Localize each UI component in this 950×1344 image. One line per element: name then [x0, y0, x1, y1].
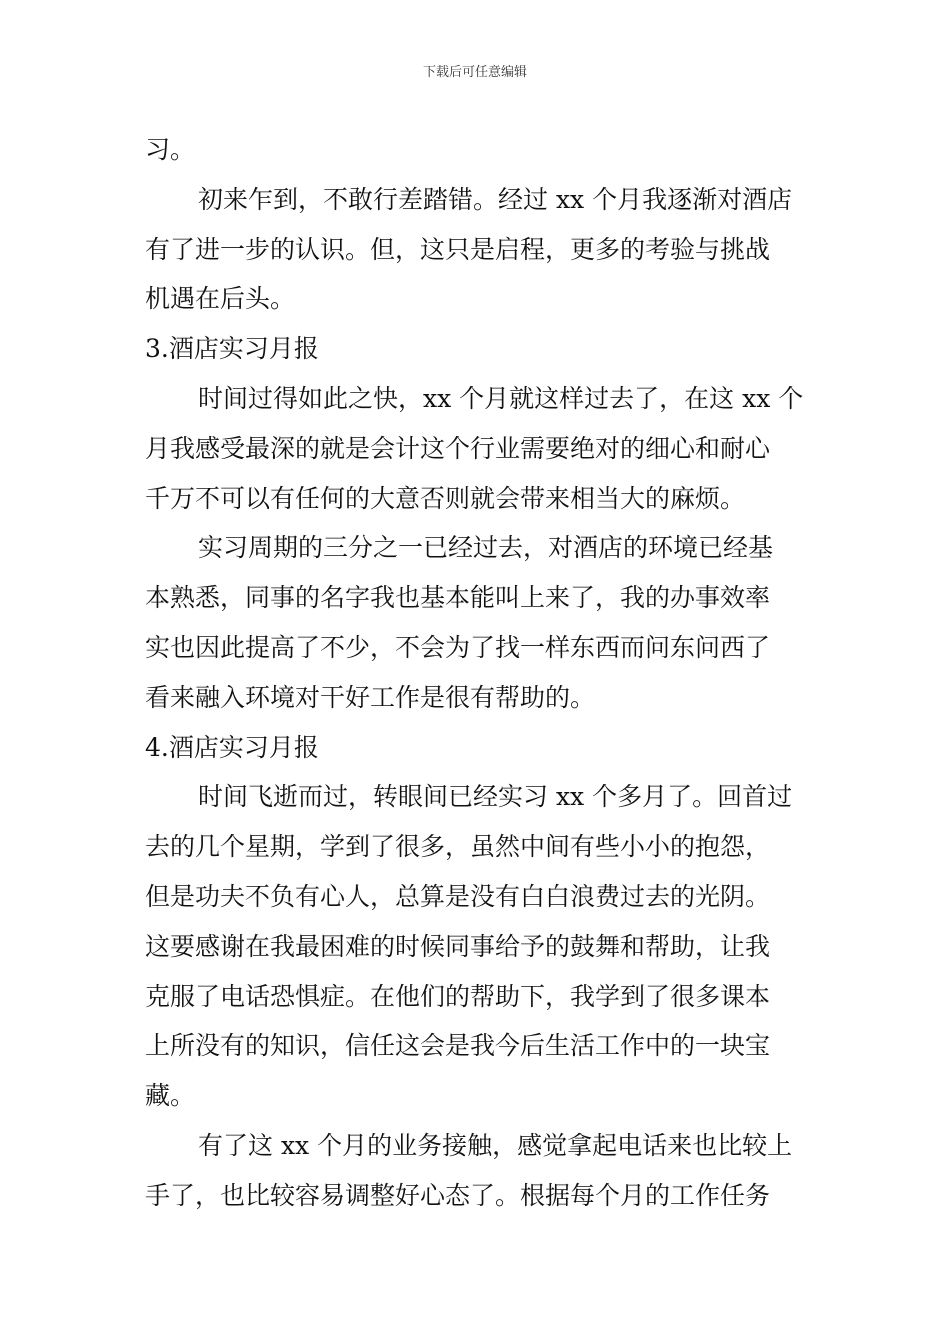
text-line: 时间过得如此之快，xx 个月就这样过去了，在这 xx 个 [198, 383, 804, 413]
text-line: 机遇在后头。 [145, 284, 296, 314]
text-line: 月我感受最深的就是会计这个行业需要绝对的细心和耐心 [145, 433, 771, 463]
text-line: 有了进一步的认识。但，这只是启程，更多的考验与挑战 [145, 234, 771, 264]
text-line: 这要感谢在我最困难的时候同事给予的鼓舞和帮助，让我 [145, 931, 771, 961]
text-line: 看来融入环境对干好工作是很有帮助的。 [145, 682, 596, 712]
section-heading: 3.酒店实习月报 [145, 334, 319, 364]
text-line: 去的几个星期，学到了很多，虽然中间有些小小的抱怨， [145, 832, 771, 862]
text-line: 藏。 [145, 1081, 196, 1111]
page-header: 下载后可任意编辑 [422, 65, 527, 80]
text-line: 克服了电话恐惧症。在他们的帮助下，我学到了很多课本 [145, 981, 771, 1011]
document-body [145, 125, 810, 1221]
text-line: 实习周期的三分之一已经过去，对酒店的环境已经基 [198, 533, 774, 563]
text-line: 初来乍到，不敢行差踏错。经过 xx 个月我逐渐对酒店 [198, 184, 793, 214]
text-line: 上所没有的知识，信任这会是我今后生活工作中的一块宝 [145, 1031, 771, 1061]
text-line: 习。 [145, 135, 196, 164]
text-line: 本熟悉，同事的名字我也基本能叫上来了，我的办事效率 [145, 583, 771, 613]
text-line: 手了，也比较容易调整好心态了。根据每个月的工作任务 [145, 1180, 771, 1210]
text-line: 时间飞逝而过，转眼间已经实习 xx 个多月了。回首过 [198, 782, 793, 812]
text-line: 千万不可以有任何的大意否则就会带来相当大的麻烦。 [145, 483, 746, 513]
text-line: 实也因此提高了不少，不会为了找一样东西而问东问西了 [145, 632, 771, 662]
text-line: 有了这 xx 个月的业务接触，感觉拿起电话来也比较上 [198, 1130, 793, 1160]
section-heading: 4.酒店实习月报 [145, 732, 319, 762]
text-line: 但是功夫不负有心人，总算是没有白白浪费过去的光阴。 [145, 881, 771, 911]
